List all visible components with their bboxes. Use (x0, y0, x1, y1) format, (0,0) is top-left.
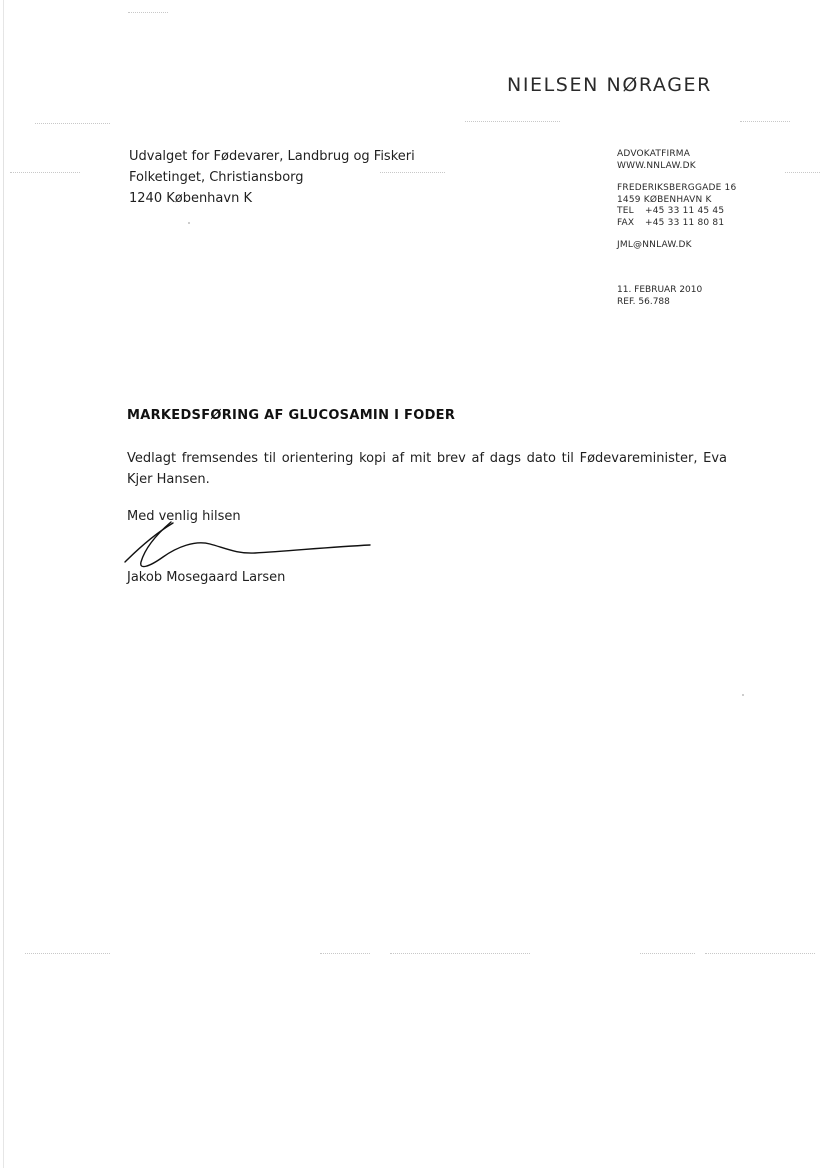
date-reference-block (617, 285, 702, 308)
phone-label: TEL (617, 206, 634, 216)
scan-artifact-line (390, 953, 530, 954)
recipient-line: Folketinget, Christiansborg (129, 170, 304, 185)
scan-artifact-line (785, 172, 820, 173)
scan-artifact-line (10, 172, 80, 173)
firm-type: ADVOKATFIRMA (617, 149, 691, 159)
recipient-address (129, 146, 415, 209)
scan-speck (188, 222, 190, 224)
firm-fax-row (617, 218, 736, 230)
firm-email: JML@NNLAW.DK (617, 240, 692, 250)
fax-number: +45 33 11 80 81 (645, 217, 725, 228)
firm-phone-row (617, 206, 736, 218)
fax-label: FAX (617, 217, 635, 228)
handwritten-signature (115, 520, 380, 575)
signer-name: Jakob Mosegaard Larsen (127, 570, 286, 585)
recipient-line: Udvalget for Fødevarer, Landbrug og Fiskeri (129, 149, 415, 164)
scan-artifact-line (740, 121, 790, 122)
scan-edge (3, 0, 4, 1168)
scan-artifact-line (128, 12, 168, 13)
scan-speck (742, 694, 744, 696)
firm-letterhead: NIELSEN NØRAGER (507, 74, 712, 96)
scan-artifact-line (35, 123, 110, 124)
scan-artifact-line (640, 953, 695, 954)
firm-contact-block (617, 149, 736, 252)
scan-artifact-line (465, 121, 560, 122)
letter-date: 11. FEBRUAR 2010 (617, 285, 703, 295)
letter-body: Vedlagt fremsendes til orientering kopi af mit brev af dags dato til Fødevareminister, Eva Kjer Hansen. (127, 451, 727, 487)
letter-reference: REF. 56.788 (617, 296, 670, 307)
letter-subject: MARKEDSFØRING AF GLUCOSAMIN I FODER (127, 408, 456, 423)
scan-artifact-line (705, 953, 815, 954)
scan-artifact-line (25, 953, 110, 954)
phone-number: +45 33 11 45 45 (645, 206, 725, 216)
letter-closing: Med venlig hilsen (127, 509, 241, 524)
firm-website: WWW.NNLAW.DK (617, 160, 696, 171)
firm-street: FREDERIKSBERGGADE 16 (617, 183, 737, 193)
firm-city: 1459 KØBENHAVN K (617, 194, 712, 205)
scan-artifact-line (320, 953, 370, 954)
recipient-line: 1240 København K (129, 191, 252, 206)
